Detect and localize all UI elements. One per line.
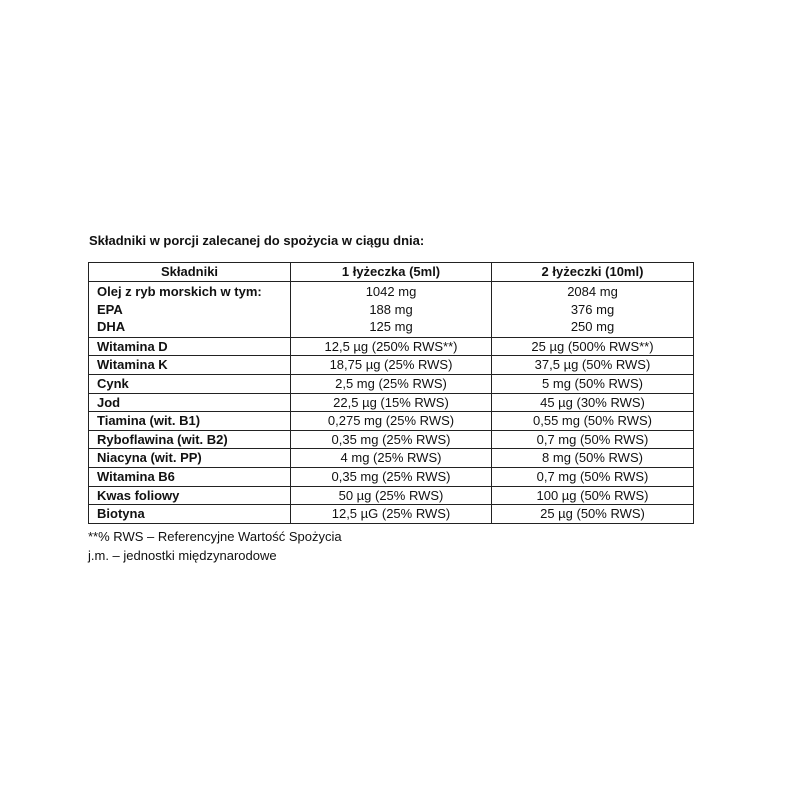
table-row — [89, 430, 694, 449]
value-two-teaspoons: 37,5 µg (50% RWS) — [492, 356, 694, 375]
value-cell-one-teaspoon — [291, 282, 492, 338]
value-two-teaspoons: 0,7 mg (50% RWS) — [492, 430, 694, 449]
value-two-teaspoons: 0,55 mg (50% RWS) — [492, 412, 694, 431]
row-name: Kwas foliowy — [89, 486, 291, 505]
footnotes — [88, 527, 694, 565]
row-name-cell — [89, 282, 291, 338]
value-cell-two-teaspoons — [492, 282, 694, 338]
value: 376 mg — [570, 301, 615, 317]
column-header-one-teaspoon: 1 łyżeczka (5ml) — [291, 263, 492, 282]
value-one-teaspoon: 4 mg (25% RWS) — [291, 449, 492, 468]
value-one-teaspoon: 0,35 mg (25% RWS) — [291, 430, 492, 449]
value-two-teaspoons: 25 µg (500% RWS**) — [492, 337, 694, 356]
value: 125 mg — [369, 319, 413, 335]
footnote-units: j.m. – jednostki międzynarodowe — [88, 547, 277, 563]
table-row — [89, 356, 694, 375]
table-row — [89, 486, 694, 505]
value-one-teaspoon: 22,5 µg (15% RWS) — [291, 393, 492, 412]
row-name: Cynk — [89, 374, 291, 393]
value-one-teaspoon: 18,75 µg (25% RWS) — [291, 356, 492, 375]
table-row — [89, 449, 694, 468]
value: 2084 mg — [567, 284, 618, 299]
table-row — [89, 505, 694, 524]
value-one-teaspoon: 12,5 µG (25% RWS) — [291, 505, 492, 524]
value: 188 mg — [369, 301, 413, 317]
table-row — [89, 393, 694, 412]
row-name: Tiamina (wit. B1) — [89, 412, 291, 431]
row-name: DHA — [97, 319, 126, 335]
row-name: Witamina K — [89, 356, 291, 375]
value-two-teaspoons: 0,7 mg (50% RWS) — [492, 467, 694, 486]
table-header-row — [89, 263, 694, 282]
value-two-teaspoons: 8 mg (50% RWS) — [492, 449, 694, 468]
value: 250 mg — [570, 319, 615, 335]
table-row — [89, 374, 694, 393]
footnote-rws: **% RWS – Referencyjne Wartość Spożycia — [88, 528, 342, 544]
column-header-two-teaspoons: 2 łyżeczki (10ml) — [492, 263, 694, 282]
value-two-teaspoons: 100 µg (50% RWS) — [492, 486, 694, 505]
value-one-teaspoon: 12,5 µg (250% RWS**) — [291, 337, 492, 356]
value-two-teaspoons: 45 µg (30% RWS) — [492, 393, 694, 412]
page-title: Składniki w porcji zalecanej do spożycia w ciągu dnia: — [89, 233, 425, 248]
table-row — [89, 337, 694, 356]
value: 1042 mg — [365, 284, 417, 299]
row-name: EPA — [97, 301, 123, 317]
value-one-teaspoon: 0,35 mg (25% RWS) — [291, 467, 492, 486]
row-name: Biotyna — [89, 505, 291, 524]
row-name: Ryboflawina (wit. B2) — [89, 430, 291, 449]
row-name: Witamina D — [89, 337, 291, 356]
row-name: Niacyna (wit. PP) — [89, 449, 291, 468]
value-one-teaspoon: 2,5 mg (25% RWS) — [291, 374, 492, 393]
value-one-teaspoon: 0,275 mg (25% RWS) — [291, 412, 492, 431]
document — [88, 233, 694, 565]
value-two-teaspoons: 5 mg (50% RWS) — [492, 374, 694, 393]
value-two-teaspoons: 25 µg (50% RWS) — [492, 505, 694, 524]
table-row — [89, 467, 694, 486]
row-name: Witamina B6 — [89, 467, 291, 486]
row-name: Olej z ryb morskich w tym: — [97, 284, 262, 299]
table-row-fish-oil-group — [89, 282, 694, 338]
value-one-teaspoon: 50 µg (25% RWS) — [291, 486, 492, 505]
row-name: Jod — [89, 393, 291, 412]
table-row — [89, 412, 694, 431]
column-header-ingredients: Składniki — [89, 263, 291, 282]
nutrition-table — [88, 262, 694, 524]
